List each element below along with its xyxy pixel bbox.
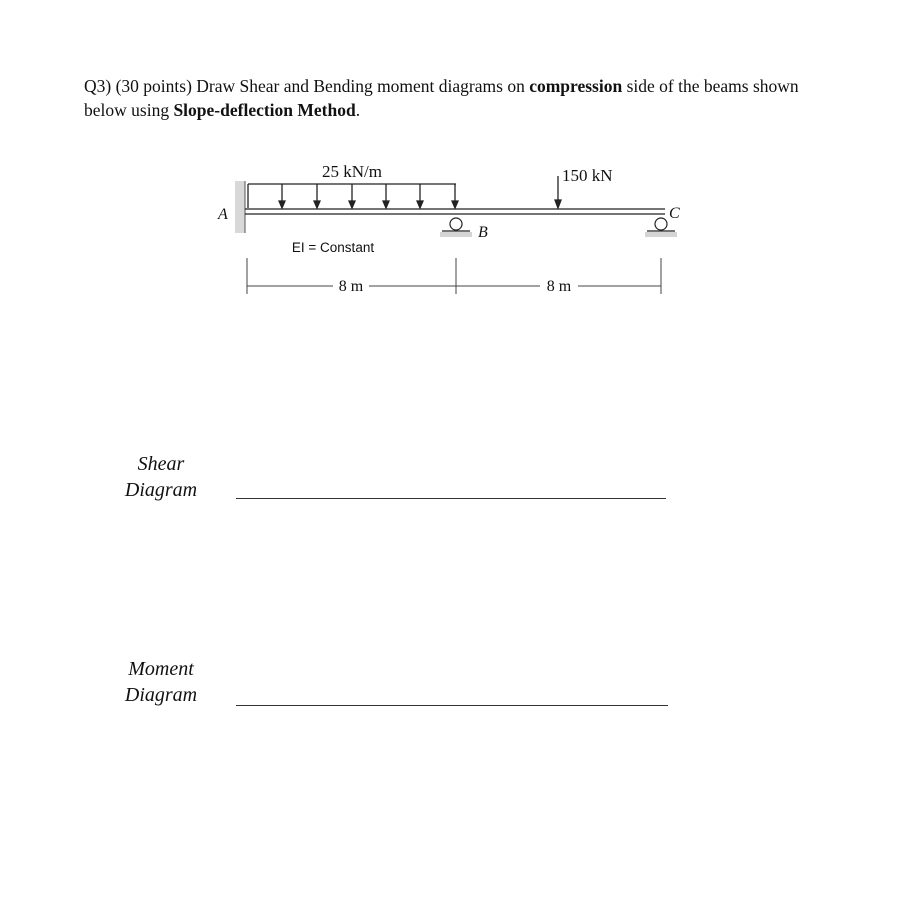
question-emphasis-method: Slope-deflection Method xyxy=(173,100,356,120)
beam xyxy=(245,209,665,214)
question-middle: side of the beams shown below using xyxy=(84,76,799,120)
shear-label-line1: Shear xyxy=(137,453,185,475)
distributed-load xyxy=(248,184,458,208)
stiffness-label: EI = Constant xyxy=(291,240,375,255)
support-c-label: C xyxy=(669,205,680,222)
span-bc-label: 8 m xyxy=(546,278,572,295)
beam-figure xyxy=(0,0,923,320)
point-load-label: 150 kN xyxy=(562,166,613,185)
span-ab-label: 8 m xyxy=(338,278,364,295)
roller-support-b xyxy=(440,218,472,237)
question-prefix: Q3) (30 points) Draw Shear and Bending moment diagrams on xyxy=(84,76,530,96)
moment-label-line2: Diagram xyxy=(124,684,198,706)
point-load-arrow xyxy=(555,176,561,208)
support-a-label: A xyxy=(218,206,228,223)
shear-answer-line xyxy=(236,498,666,499)
shear-label-line2: Diagram xyxy=(124,479,198,501)
question-emphasis-compression: compression xyxy=(529,76,623,96)
moment-diagram-label xyxy=(108,656,214,708)
distributed-load-label: 25 kN/m xyxy=(322,162,382,181)
moment-answer-line xyxy=(236,705,668,706)
dimension-lines xyxy=(247,258,661,294)
question-suffix: . xyxy=(355,100,361,120)
support-b-label: B xyxy=(478,224,488,241)
moment-label-line1: Moment xyxy=(128,658,194,680)
fixed-support-a xyxy=(235,181,245,233)
shear-diagram-label xyxy=(108,451,214,503)
